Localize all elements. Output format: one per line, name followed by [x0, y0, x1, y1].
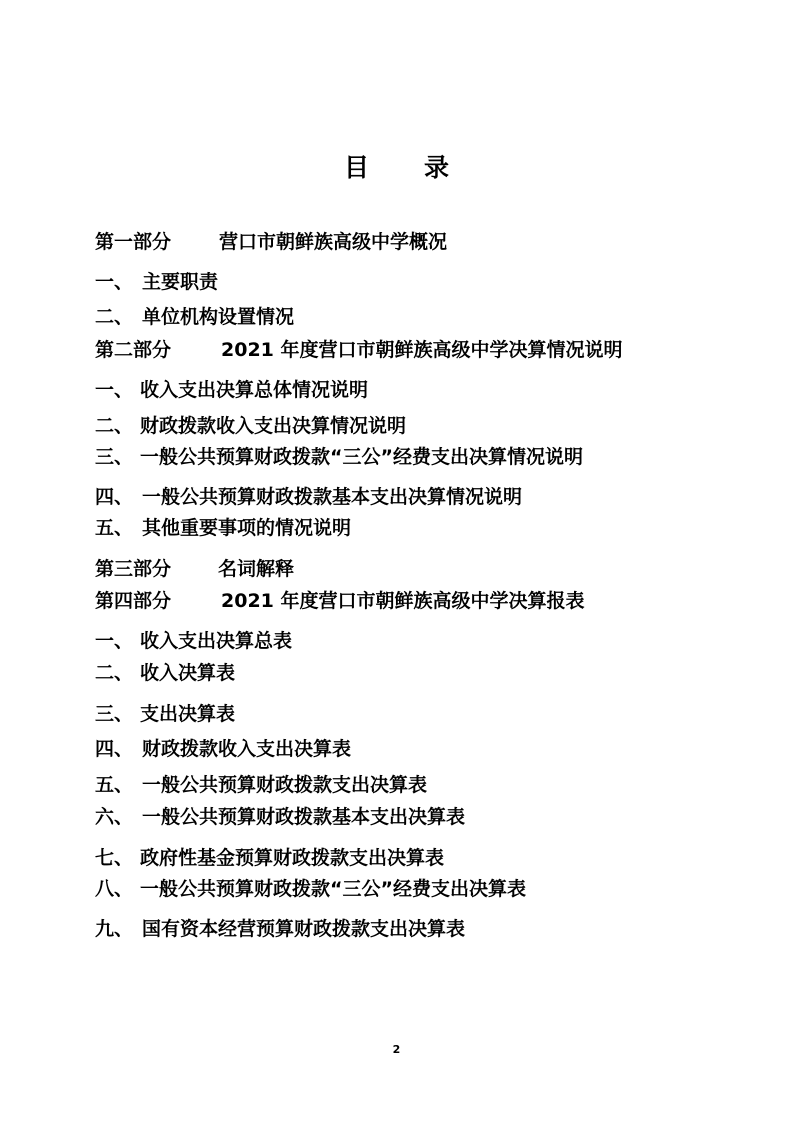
title-char-2: 录	[424, 153, 450, 182]
toc-item	[95, 915, 465, 943]
page-title	[0, 150, 793, 186]
toc-label: 一般公共预算财政拨款基本支出决算情况说明	[142, 486, 523, 508]
toc-part-4	[95, 587, 585, 615]
toc-item	[95, 771, 427, 799]
toc-item	[95, 627, 292, 655]
toc-number: 第一部分	[95, 231, 172, 253]
toc-number: 四、	[95, 486, 134, 508]
toc-item	[95, 376, 368, 404]
page-number: 2	[392, 1043, 401, 1056]
toc-label: 名词解释	[218, 558, 295, 580]
toc-item	[95, 443, 583, 471]
toc-item	[95, 303, 294, 331]
toc-label: 一般公共预算财政拨款“三公”经费支出决算表	[140, 878, 526, 900]
toc-number: 七、	[95, 847, 134, 869]
toc-number: 一、	[95, 630, 134, 652]
toc-label: 其他重要事项的情况说明	[142, 517, 352, 539]
toc-number: 八、	[95, 878, 134, 900]
toc-number: 一、	[95, 379, 134, 401]
toc-label: 财政拨款收入支出决算情况说明	[140, 415, 407, 437]
toc-label: 国有资本经营预算财政拨款支出决算表	[142, 918, 466, 940]
toc-number: 一、	[95, 271, 134, 293]
toc-label: 一般公共预算财政拨款支出决算表	[142, 774, 428, 796]
toc-number: 三、	[95, 703, 134, 725]
toc-number: 第二部分	[95, 339, 172, 361]
toc-label: 2021 年度营口市朝鲜族高级中学决算报表	[221, 590, 585, 612]
toc-item	[95, 875, 526, 903]
toc-number: 四、	[95, 738, 134, 760]
toc-number: 三、	[95, 446, 134, 468]
toc-label: 营口市朝鲜族高级中学概况	[219, 231, 448, 253]
toc-number: 第三部分	[95, 558, 172, 580]
toc-label: 一般公共预算财政拨款“三公”经费支出决算情况说明	[140, 446, 583, 468]
toc-number: 二、	[95, 662, 134, 684]
toc-label: 主要职责	[142, 271, 219, 293]
toc-item	[95, 483, 522, 511]
toc-label: 一般公共预算财政拨款基本支出决算表	[142, 806, 466, 828]
toc-item	[95, 412, 406, 440]
toc-part-1	[95, 228, 447, 256]
toc-number: 五、	[95, 774, 134, 796]
toc-part-2	[95, 336, 623, 364]
toc-item	[95, 803, 465, 831]
title-char-1: 目	[343, 153, 369, 182]
toc-item	[95, 735, 351, 763]
toc-label: 单位机构设置情况	[142, 306, 295, 328]
toc-item	[95, 514, 351, 542]
toc-label: 2021 年度营口市朝鲜族高级中学决算情况说明	[221, 339, 623, 361]
toc-label: 支出决算表	[140, 703, 236, 725]
toc-label: 财政拨款收入支出决算表	[142, 738, 352, 760]
toc-number: 九、	[95, 918, 134, 940]
toc-number: 二、	[95, 415, 134, 437]
toc-label: 收入支出决算总体情况说明	[140, 379, 369, 401]
toc-label: 收入支出决算总表	[140, 630, 293, 652]
toc-item	[95, 700, 235, 728]
toc-item	[95, 659, 235, 687]
toc-part-3	[95, 555, 294, 583]
toc-number: 六、	[95, 806, 134, 828]
toc-item	[95, 844, 444, 872]
toc-number: 二、	[95, 306, 134, 328]
toc-item	[95, 268, 218, 296]
toc-label: 政府性基金预算财政拨款支出决算表	[140, 847, 445, 869]
toc-label: 收入决算表	[140, 662, 236, 684]
toc-number: 五、	[95, 517, 134, 539]
toc-number: 第四部分	[95, 590, 172, 612]
